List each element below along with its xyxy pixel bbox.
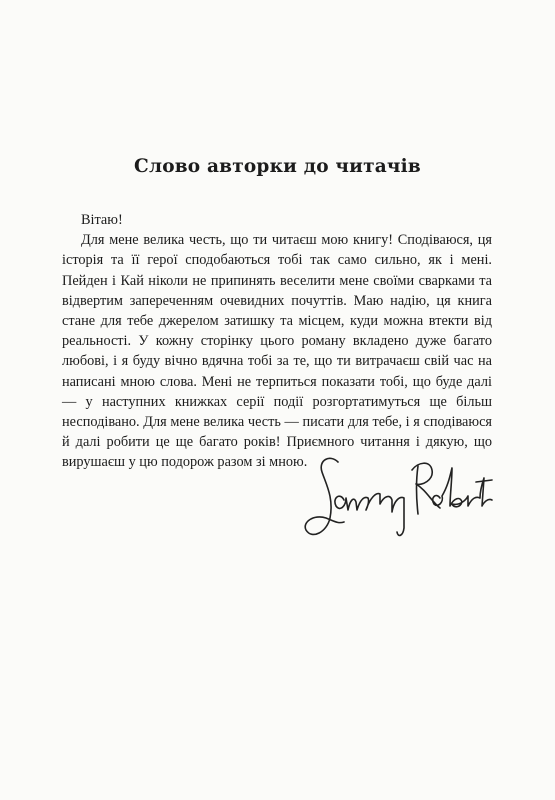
signature-drawing <box>300 440 500 550</box>
greeting: Вітаю! <box>81 212 123 228</box>
letter-body: Для мене велика честь, що ти читаєш мою книгу! Сподіваюся, ця історія та її герої сподобаються тобі так само сильно, як і мені. Пейден і Кай ніколи не припинять веселити мене своїми сварками та відвертим запереченням очевидних почуттів. Маю надію, ця книга стане для тебе джерелом затишку та місцем, куди можна втекти від реальності. У кожну сторінку цього роману вкладено дуже багато любові, і я буду вічно вдячна тобі за те, що ти витрачаєш свій час на написані мною слова. Мені не терпиться показати тобі, що буде далі — у наступних книжках серії події розгортатимуться ще більш несподівано. Для мене велика честь — писати для тебе, і я сподіваюся й далі робити це ще багато років! Приємного читання і дякую, що вирушаєш у цю подорож разом зі мною. <box>62 232 492 471</box>
page-title: Слово авторки до читачів <box>134 156 421 177</box>
signature-icon <box>300 440 500 550</box>
letter-text <box>62 210 492 473</box>
